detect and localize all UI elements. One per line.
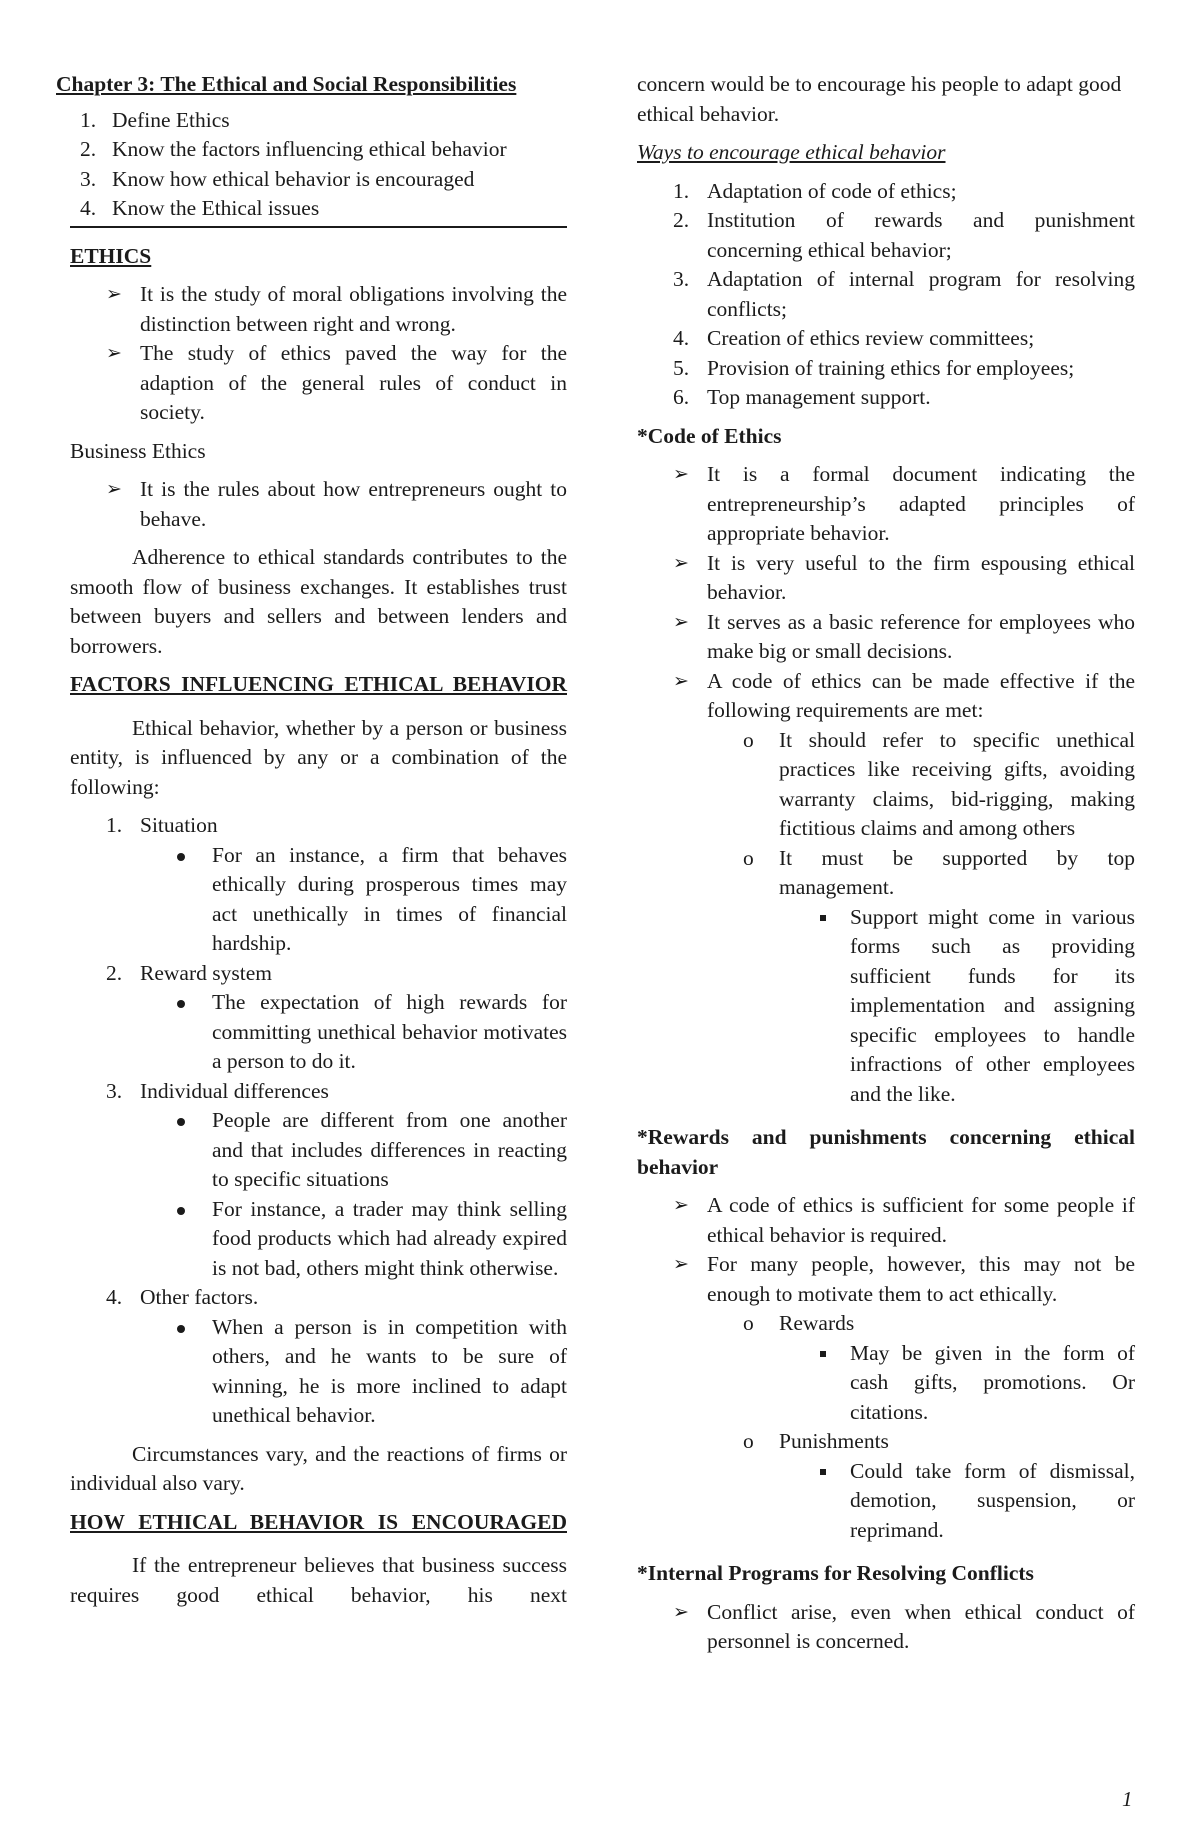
list-item: 3. Individual differences	[106, 1078, 329, 1103]
list-item: 6. Top management support.	[673, 385, 931, 409]
list-item: ➢ It serves as a basic reference for employees who make big or small decisions.	[673, 609, 1135, 663]
dot-bullet-icon	[177, 853, 185, 861]
dot-bullet-icon	[177, 1000, 185, 1008]
dot-bullet-icon	[177, 1325, 185, 1333]
list-item: May be given in the form of cash gifts, promotions. Or citations.	[637, 1339, 1135, 1428]
list-item: 2. Institution of rewards and punishment concerning ethical behavior;	[673, 208, 1135, 262]
circle-bullet-icon: o	[743, 845, 754, 870]
list-item: 2. Reward system	[106, 960, 272, 985]
list-item: ➢ It is a formal document indicating the entrepreneurship’s adapted principles of appropriate behavior.	[673, 462, 1135, 545]
list-item: ➢ Conflict arise, even when ethical conduct of personnel is concerned.	[673, 1599, 1135, 1653]
list-item: 3. Adaptation of internal program for resolving conflicts;	[673, 267, 1135, 321]
list-item: 2. Know the factors influencing ethical behavior	[80, 137, 507, 161]
list-item: o It should refer to specific unethical practices like receiving gifts, avoiding warranty claims, bid-rigging, making fictitious claims and among others	[743, 727, 1135, 840]
square-bullet-icon	[820, 915, 826, 921]
list-item: o It must be supported by top management.	[743, 845, 1135, 899]
internal-programs-heading: *Internal Programs for Resolving Conflicts	[637, 1561, 1034, 1585]
square-bullet-icon	[820, 1351, 826, 1357]
arrow-bullet-icon: ➢	[106, 479, 122, 500]
arrow-bullet-icon: ➢	[673, 1195, 689, 1216]
factors-closing: Circumstances vary, and the reactions of firms or individual also vary.	[70, 1441, 567, 1495]
square-bullet-icon	[820, 1469, 826, 1475]
arrow-bullet-icon: ➢	[673, 1601, 689, 1623]
right-column	[637, 70, 1135, 1657]
encouraged-paragraph-end: concern would be to encourage his people to adapt good ethical behavior.	[637, 72, 1122, 126]
left-column	[56, 70, 567, 1610]
circle-bullet-icon: o	[743, 727, 754, 752]
list-item: o Rewards	[637, 1309, 1135, 1339]
list-item: ➢ It is the study of moral obligations involving the distinction between right and wrong.	[106, 282, 567, 336]
ways-heading: Ways to encourage ethical behavior	[637, 140, 946, 164]
list-item: 1. Situation	[106, 813, 218, 837]
list-item: ➢ A code of ethics is sufficient for some people if ethical behavior is required.	[673, 1193, 1135, 1247]
factors-intro: Ethical behavior, whether by a person or business entity, is influenced by any or a combination of the following:	[70, 715, 567, 799]
arrow-bullet-icon: ➢	[673, 670, 689, 692]
circle-bullet-icon: o	[743, 1311, 754, 1335]
list-item: For an instance, a firm that behaves ethically during prosperous times may act unethically in times of financial hardship.	[70, 841, 567, 959]
code-of-ethics-heading: *Code of Ethics	[637, 423, 782, 448]
list-item: o Punishments	[637, 1427, 1135, 1457]
factors-list	[70, 811, 567, 1431]
arrow-bullet-icon: ➢	[106, 284, 122, 305]
encouraged-paragraph-start: If the entrepreneur believes that business success requires good ethical behavior, his next	[70, 1553, 567, 1607]
objectives-list	[70, 106, 567, 228]
list-item: The expectation of high rewards for committing unethical behavior motivates a person to do it.	[70, 988, 567, 1077]
list-item: 4. Other factors.	[106, 1285, 259, 1309]
list-item: 1. Adaptation of code of ethics;	[673, 178, 957, 203]
arrow-bullet-icon: ➢	[673, 464, 689, 485]
circle-bullet-icon: o	[743, 1429, 754, 1453]
arrow-bullet-icon: ➢	[673, 1254, 689, 1275]
list-item: ➢ It is very useful to the firm espousing ethical behavior.	[673, 550, 1135, 604]
list-item: 1. Define Ethics	[80, 107, 230, 132]
list-item: ➢ It is the rules about how entrepreneurs ought to behave.	[106, 477, 567, 531]
list-item: ➢ A code of ethics can be made effective if the following requirements are met:	[673, 668, 1135, 722]
list-item: ➢ The study of ethics paved the way for the adaption of the general rules of conduct in society.	[106, 341, 567, 424]
rewards-heading: *Rewards and punishments concerning ethical behavior	[637, 1125, 1135, 1179]
list-item: When a person is in competition with others, and he wants to be sure of winning, he is more inclined to adapt unethical behavior.	[70, 1313, 567, 1431]
dot-bullet-icon	[177, 1207, 185, 1215]
list-item: 3. Know how ethical behavior is encouraged	[80, 166, 475, 191]
ethics-paragraph: Adherence to ethical standards contributes to the smooth flow of business exchanges. It establishes trust between buyers and sellers and between lenders and borrowers.	[70, 545, 567, 658]
list-item: For instance, a trader may think selling food products which had already expired is not bad, others might think otherwise.	[70, 1195, 567, 1284]
list-item: People are different from one another and that includes differences in reacting to specific situations	[70, 1106, 567, 1195]
factors-heading: FACTORS INFLUENCING ETHICAL BEHAVIOR	[70, 672, 567, 696]
business-ethics-label: Business Ethics	[70, 438, 206, 463]
list-item: Could take form of dismissal, demotion, suspension, or reprimand.	[637, 1457, 1135, 1546]
arrow-bullet-icon: ➢	[106, 343, 122, 364]
list-item: 5. Provision of training ethics for employees;	[673, 355, 1075, 380]
arrow-bullet-icon: ➢	[673, 611, 689, 633]
list-item: ➢ For many people, however, this may not be enough to motivate them to act ethically.	[673, 1252, 1135, 1306]
encouraged-heading: HOW ETHICAL BEHAVIOR IS ENCOURAGED	[70, 1509, 567, 1534]
ethics-heading: ETHICS	[70, 243, 152, 268]
chapter-title: Chapter 3: The Ethical and Social Responsibilities	[56, 72, 517, 96]
list-item: 4. Know the Ethical issues	[80, 196, 320, 220]
dot-bullet-icon	[177, 1118, 185, 1126]
ways-list	[637, 177, 1135, 413]
page-number: 1	[1122, 1787, 1133, 1811]
list-item: 4. Creation of ethics review committees;	[673, 326, 1035, 350]
list-item: Support might come in various forms such as providing sufficient funds for its implementation and assigning specific employees to handle infractions of other employees and the like.	[637, 903, 1135, 1110]
arrow-bullet-icon: ➢	[673, 552, 689, 574]
